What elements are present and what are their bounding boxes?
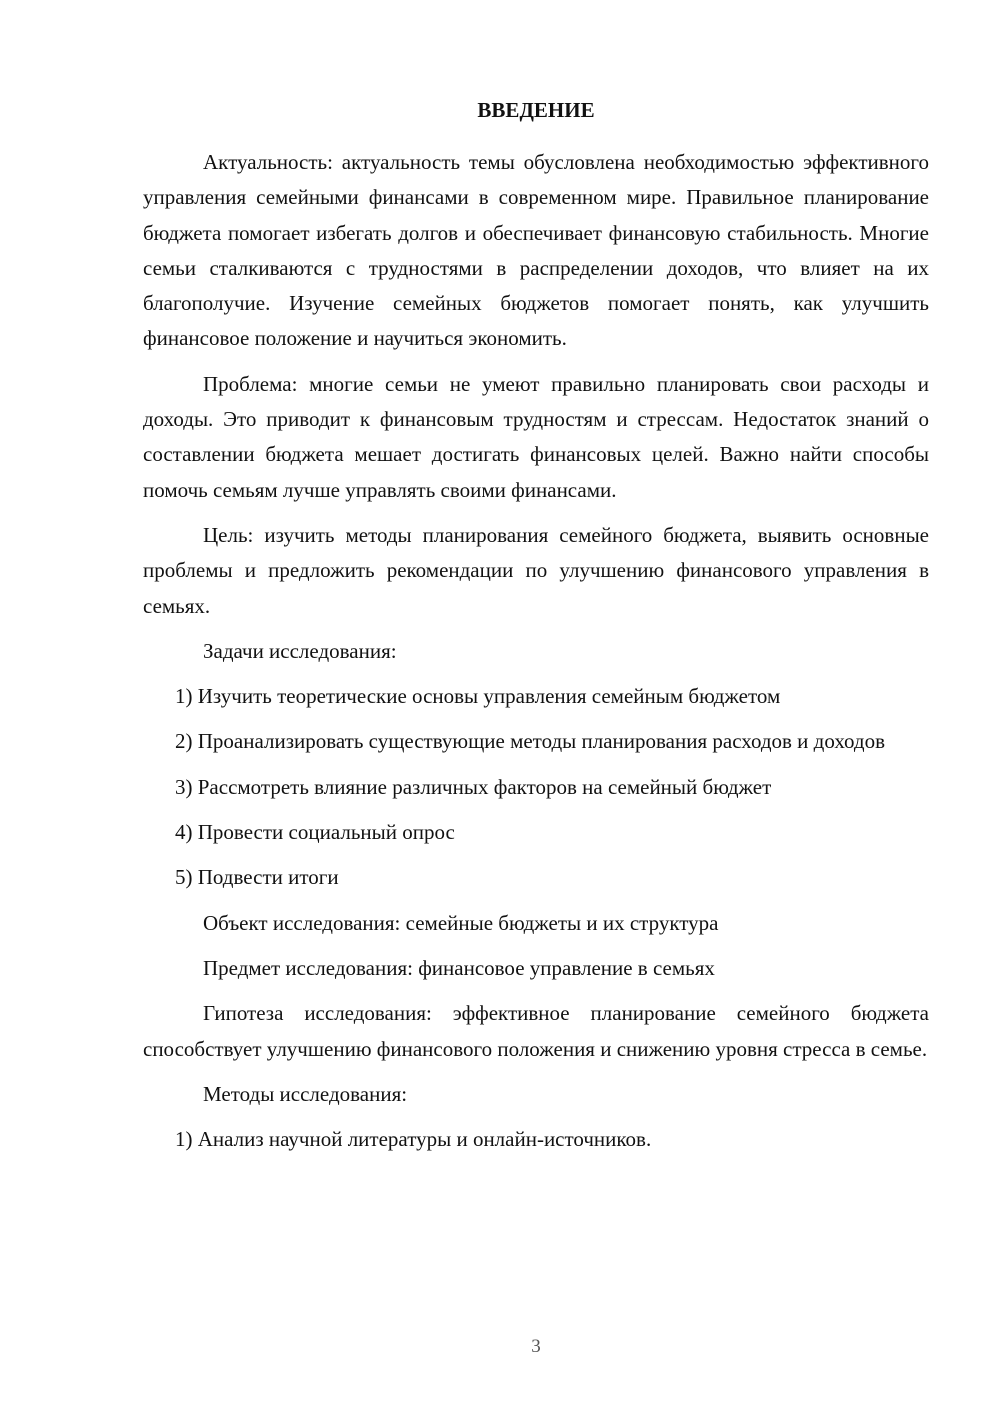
- method-item-1: 1) Анализ научной литературы и онлайн-источников.: [175, 1127, 652, 1152]
- page-title: ВВЕДЕНИЕ: [477, 98, 595, 122]
- task-item-5: 5) Подвести итоги: [175, 865, 339, 890]
- document-body: [143, 145, 929, 1167]
- relevance-paragraph: Актуальность: актуальность темы обусловлена необходимостью эффективного управления семейными финансами в современном мире. Правильное планирование бюджета помогает избегать долгов и обеспечивает финансовую стабильность. Многие семьи сталкиваются с трудностями в распределении доходов, что влияет на их благополучие. Изучение семейных бюджетов помогает понять, как улучшить финансовое положение и научиться экономить.: [143, 150, 929, 351]
- task-item-2: 2) Проанализировать существующие методы планирования расходов и доходов: [175, 729, 886, 754]
- task-item-1: 1) Изучить теоретические основы управления семейным бюджетом: [175, 684, 781, 709]
- research-subject: Предмет исследования: финансовое управление в семьях: [203, 955, 715, 980]
- methods-heading: Методы исследования:: [203, 1081, 408, 1106]
- page-number: 3: [531, 1336, 541, 1357]
- problem-paragraph: Проблема: многие семьи не умеют правильно планировать свои расходы и доходы. Это приводит к финансовым трудностям и стрессам. Недостаток знаний о составлении бюджета мешает достигать финансовых целей. Важно найти способы помочь семьям лучше управлять своими финансами.: [143, 371, 929, 502]
- research-object: Объект исследования: семейные бюджеты и их структура: [203, 910, 719, 935]
- task-item-4: 4) Провести социальный опрос: [175, 820, 455, 845]
- tasks-heading: Задачи исследования:: [203, 638, 397, 663]
- task-item-3: 3) Рассмотреть влияние различных факторов на семейный бюджет: [175, 774, 772, 799]
- hypothesis-paragraph: Гипотеза исследования: эффективное планирование семейного бюджета способствует улучшению финансового положения и снижению уровня стресса в семье.: [143, 1001, 929, 1061]
- goal-paragraph: Цель: изучить методы планирования семейного бюджета, выявить основные проблемы и предложить рекомендации по улучшению финансового управления в семьях.: [143, 522, 929, 618]
